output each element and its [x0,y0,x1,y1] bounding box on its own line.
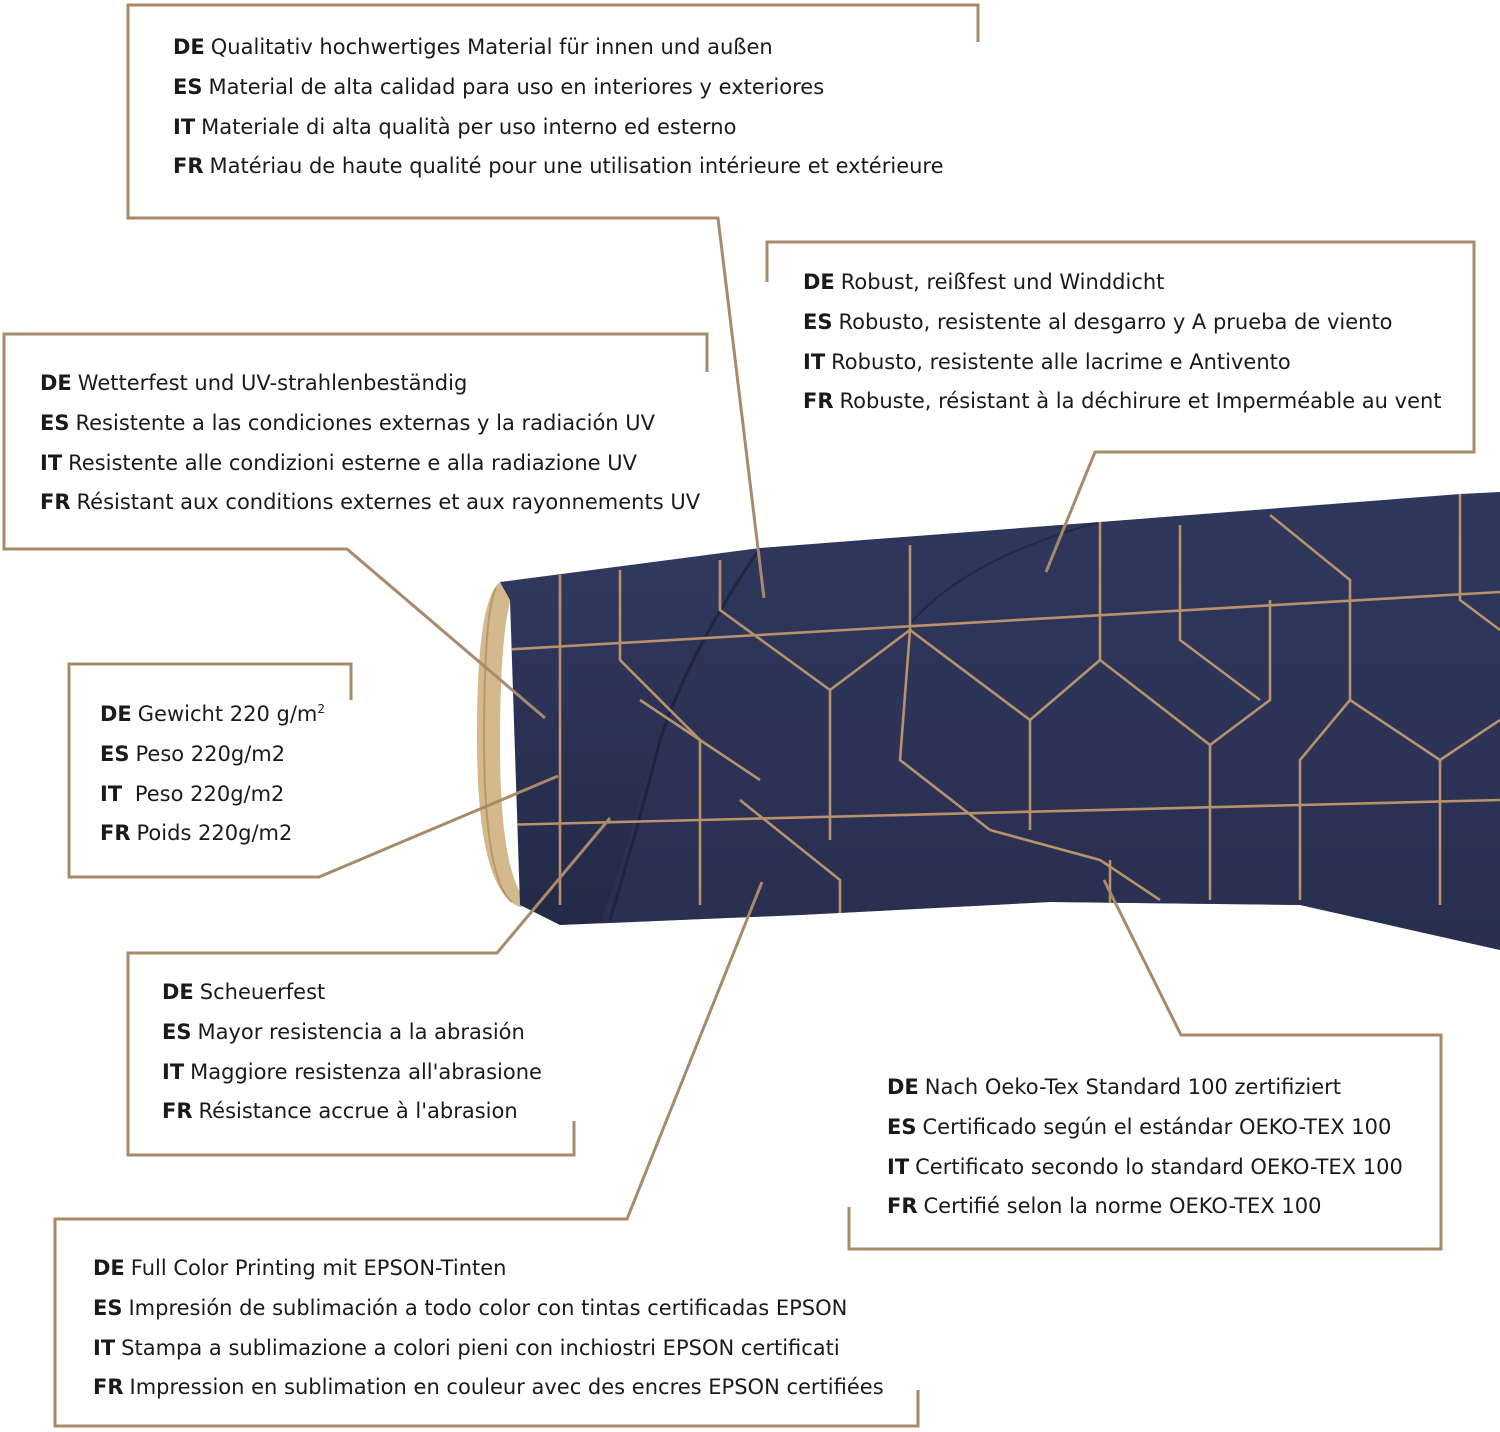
lang-tag: IT [93,1335,116,1360]
callout-line-fr [162,1092,542,1132]
lang-tag: ES [100,741,130,766]
feature-text: Resistente a las condiciones externas y la radiación UV [75,410,656,435]
feature-text: Stampa a sublimazione a colori pieni con inchiostri EPSON certificati [121,1335,840,1360]
feature-text: Robust, reißfest und Winddicht [840,270,1165,294]
lang-tag: FR [100,821,131,846]
callout-line-fr [93,1368,884,1408]
feature-text: Materiale di alta qualità per uso interno ed esterno [201,114,737,139]
feature-text: Robuste, résistant à la déchirure et Imperméable au vent [839,389,1442,414]
lang-tag: DE [93,1256,125,1280]
feature-text: Certifié selon la norme OEKO-TEX 100 [923,1194,1322,1219]
lang-tag: ES [173,74,203,99]
callout-oeko-tex [887,1068,1403,1227]
feature-text: Full Color Printing mit EPSON-Tinten [130,1256,507,1280]
feature-text: Poids 220g/m2 [136,821,293,846]
callout-line-es [40,404,700,444]
lang-tag: IT [803,349,826,374]
callout-line-es [887,1108,1403,1148]
lang-tag: ES [887,1114,917,1139]
callout-line-it [40,444,700,484]
callout-line-de [100,690,325,735]
lang-tag: FR [40,490,71,515]
callout-line-fr [100,814,325,854]
feature-text: Scheuerfest [199,980,326,1004]
callout-line-it [887,1148,1403,1188]
callout-line-it [93,1329,884,1369]
feature-text: Impresión de sublimación a todo color con tintas certificadas EPSON [128,1295,848,1320]
callout-line-es [803,303,1442,343]
callout-line-es [100,735,325,775]
feature-text: Peso 220g/m2 [128,781,285,806]
callout-line-fr [887,1187,1403,1227]
lang-tag: DE [162,980,194,1004]
feature-text: Certificato secondo lo standard OEKO-TEX 100 [915,1154,1403,1179]
lang-tag: ES [803,309,833,334]
callout-weather [40,364,700,523]
callout-line-de [40,364,700,404]
feature-text: Resistente alle condizioni esterne e alla radiazione UV [68,450,637,475]
lang-tag: ES [162,1019,192,1044]
lang-tag: DE [100,702,132,726]
lang-tag: IT [40,450,63,475]
callout-line-de [803,263,1442,303]
lang-tag: DE [803,270,835,294]
callout-material [173,28,944,187]
lang-tag: FR [93,1375,124,1400]
lang-tag: FR [162,1099,193,1124]
callout-printing [93,1249,884,1408]
callout-line-de [173,28,944,68]
feature-text: Impression en sublimation en couleur avec des encres EPSON certifiées [129,1375,884,1400]
lang-tag: FR [173,154,204,179]
callout-robust [803,263,1442,422]
lang-tag: DE [173,35,205,59]
callout-line-de [93,1249,884,1289]
lang-tag: IT [162,1059,185,1084]
callout-line-it [803,343,1442,383]
feature-text: Qualitativ hochwertiges Material für innen und außen [210,35,773,59]
feature-text: Résistant aux conditions externes et aux rayonnements UV [76,490,701,515]
callout-weight [100,690,325,854]
callout-line-de [162,973,542,1013]
lang-tag: DE [887,1075,919,1099]
feature-text: Maggiore resistenza all'abrasione [190,1059,542,1084]
feature-text: Gewicht 220 g/m [137,702,318,726]
feature-text: Résistance accrue à l'abrasion [198,1099,518,1124]
callout-abrasion [162,973,542,1132]
feature-text: Peso 220g/m2 [135,741,286,766]
callout-line-it [162,1053,542,1093]
lang-tag: IT [173,114,196,139]
feature-text: Mayor resistencia a la abrasión [197,1019,525,1044]
callout-line-fr [173,147,944,187]
callout-line-it [173,108,944,148]
callout-line-es [93,1289,884,1329]
callout-line-es [162,1013,542,1053]
callout-line-es [173,68,944,108]
feature-text: Certificado según el estándar OEKO-TEX 100 [922,1114,1392,1139]
lang-tag: FR [803,389,834,414]
lang-tag: IT [100,781,123,806]
callout-line-it [100,775,325,815]
lang-tag: ES [40,410,70,435]
feature-text: Wetterfest und UV-strahlenbeständig [77,371,468,395]
feature-text: Nach Oeko-Tex Standard 100 zertifiziert [924,1075,1342,1099]
callout-line-de [887,1068,1403,1108]
callout-line-fr [803,382,1442,422]
feature-text: Robusto, resistente al desgarro y A prueba de viento [838,309,1393,334]
feature-text: Material de alta calidad para uso en interiores y exteriores [208,74,825,99]
lang-tag: DE [40,371,72,395]
feature-text: Matériau de haute qualité pour une utilisation intérieure et extérieure [209,154,944,179]
lang-tag: IT [887,1154,910,1179]
lang-tag: FR [887,1194,918,1219]
lang-tag: ES [93,1295,123,1320]
superscript: 2 [317,702,326,716]
callout-line-fr [40,483,700,523]
feature-text: Robusto, resistente alle lacrime e Antivento [831,349,1291,374]
fabric-body [480,480,1500,960]
